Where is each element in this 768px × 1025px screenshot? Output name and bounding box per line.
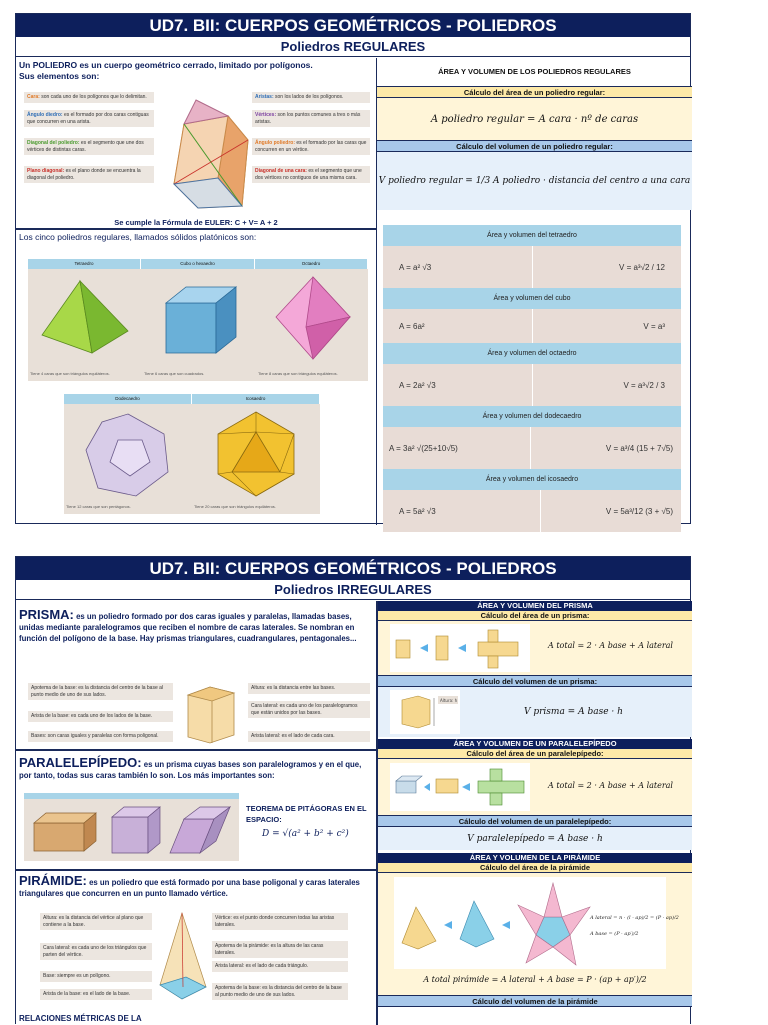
- intro-line-2: Sus elementos son:: [19, 71, 100, 81]
- label-term: Ángulo poliedro:: [255, 140, 295, 146]
- octa-caption: Tiene 8 caras que son triángulos equiláteros.: [258, 371, 338, 376]
- piramide-definition: [16, 875, 376, 899]
- label-text: Bases: son caras iguales y paralelas con forma poligonal.: [31, 733, 159, 739]
- cubo-volume: V = a³: [643, 321, 665, 331]
- label-text: es el segmento que une dos vértices de distintas caras.: [27, 140, 144, 153]
- dodeca-volume: V = a³/4 (15 + 7√5): [605, 443, 673, 453]
- octa-volume: V = a³√2 / 3: [623, 380, 665, 390]
- piramide-label-vertice: [212, 913, 348, 930]
- label-text: Base: siempre es un polígono.: [43, 973, 111, 979]
- piramide-area-formula: A total pirámide = A lateral + A base = P · (ap + ap′)/2: [423, 975, 647, 984]
- octa-row: [383, 364, 681, 406]
- area-formula: A poliedro regular = A cara · nº de caras: [377, 98, 692, 140]
- icosa-volume: V = 5a³/12 (3 + √5): [605, 506, 673, 516]
- page-title-2: UD7. BII: CUERPOS GEOMÉTRICOS - POLIEDROS: [16, 557, 690, 580]
- icosa-row: [383, 490, 681, 532]
- octa-row-head: Área y volumen del octaedro: [383, 343, 681, 364]
- poliedro-illustration: [156, 88, 266, 208]
- label-text: Arista de la base: es cada uno de los lados de la base.: [31, 713, 153, 719]
- piramide-label-arista-lateral: [212, 961, 348, 972]
- label-term: Vértices:: [255, 112, 277, 118]
- prisma-vol-bar: Cálculo del volumen de un prisma:: [378, 675, 692, 687]
- label-text: Apotema de la pirámide: es la altura de las caras laterales.: [215, 943, 324, 956]
- irregulares-formulas: [376, 601, 692, 1025]
- tetra-volume: V = a³√2 / 12: [619, 262, 665, 272]
- label-angulo-diedro: [24, 110, 154, 127]
- cubo-caption: Tiene 6 caras que son cuadrados.: [144, 371, 205, 376]
- dodeca-row: [383, 427, 681, 469]
- paralelepipedo-text: es un prisma cuyas bases son paralelogramos y en el que, por tanto, todas sus caras también lo son. Los más importantes son:: [19, 760, 362, 780]
- label-text: Cara lateral: es cada uno de los paralelogramos que están unidos por las bases.: [251, 703, 358, 716]
- prisma-panel: [16, 601, 376, 749]
- piramide-vol-bar: Cálculo del volumen de la pirámide: [378, 995, 692, 1007]
- prisma-area-formula: A total = 2 · A base + A lateral: [548, 641, 673, 650]
- pir-lateral-area: A lateral = n · (l · ap)/2 = (P · ap)/2: [590, 915, 679, 921]
- label-text: Vértice: es el punto donde concurren todas las aristas laterales.: [215, 915, 335, 928]
- icosa-area: A = 5a² √3: [383, 490, 541, 532]
- volume-calc-bar: Cálculo del volumen de un poliedro regular:: [377, 140, 692, 152]
- piramide-text: es un poliedro que está formado por una base poligonal y caras laterales triangulares que concurren en un punto llamado vértice.: [19, 878, 360, 898]
- cubo-header: Cubo o hexaedro: [141, 259, 255, 269]
- platonic-headers-2: [64, 394, 320, 404]
- altura-tag: Altura: h: [440, 698, 458, 703]
- label-aristas: [252, 92, 370, 103]
- octa-area: A = 2a² √3: [383, 364, 533, 406]
- piramide-illustration: [152, 907, 212, 1007]
- piramide-label-altura: [40, 913, 152, 930]
- prisma-label-bases: [28, 731, 173, 742]
- label-text: Altura: es la distancia entre las bases.: [251, 685, 336, 691]
- label-cara: [24, 92, 154, 103]
- pir-base-area: A base = (P · ap′)/2: [590, 931, 639, 937]
- tetra-row: [383, 246, 681, 288]
- prisma-label-altura: [248, 683, 370, 694]
- label-term: Ángulo diedro:: [27, 112, 63, 118]
- tetrahedron-image: [30, 273, 140, 363]
- relaciones-metricas: RELACIONES MÉTRICAS DE LA: [19, 1014, 142, 1023]
- area-calc-bar: Cálculo del área de un poliedro regular:: [377, 86, 692, 98]
- label-text: Arista lateral: es el lado de cada cara.: [251, 733, 335, 739]
- label-text: Cara lateral: es cada uno de los triángulos que parten del vértice.: [43, 945, 147, 958]
- page-subtitle-2: Poliedros IRREGULARES: [16, 580, 690, 600]
- volume-formula: V poliedro regular = 1/3 A poliedro · distancia del centro a una cara: [377, 152, 692, 210]
- prisma-area-box: [378, 621, 692, 675]
- piramide-label-apotema-base: [212, 983, 348, 1000]
- page-title: UD7. BII: CUERPOS GEOMÉTRICOS - POLIEDROS: [16, 14, 690, 37]
- piramide-area-bar: Cálculo del área de la pirámide: [378, 863, 692, 873]
- paralelepipedo-panel: [16, 751, 376, 869]
- tetra-caption: Tiene 4 caras que son triángulos equiláteros.: [30, 371, 110, 376]
- pitagoras-title: TEOREMA DE PITÁGORAS EN EL ESPACIO:: [246, 804, 367, 824]
- label-text: son los puntos comunes a tres o más aristas.: [255, 112, 361, 125]
- octahedron-image: [258, 273, 368, 363]
- label-term: Plano diagonal:: [27, 168, 65, 174]
- regulares-formulas: [376, 58, 692, 525]
- label-text: es el formado por dos caras contiguas que concurren en una arista.: [27, 112, 149, 125]
- piramide-label-apotema: [212, 941, 348, 958]
- dodecahedron-image: [78, 410, 178, 500]
- cubo-row-head: Área y volumen del cubo: [383, 288, 681, 309]
- prisma-label-arista-base: [28, 711, 173, 722]
- label-text: Arista de la base: es el lado de la base.: [43, 991, 131, 997]
- piramide-net-image: [394, 877, 679, 969]
- pitagoras-formula: D = √(a² + b² + c²): [262, 829, 349, 839]
- prisma-volume-image: [390, 690, 460, 734]
- prisma-label-cara-lateral: [248, 701, 370, 718]
- area-volume-heading: ÁREA Y VOLUMEN DE LOS POLIEDROS REGULARES: [438, 67, 631, 76]
- prisma-label-apotema: [28, 683, 173, 700]
- paralelepipedo-definition: [16, 757, 376, 781]
- solid-formulas-table: [383, 225, 681, 532]
- label-text: es el plano donde se encuentra la diagonal del poliedro.: [27, 168, 141, 181]
- label-text: es el segmento que une dos vértices no contiguos de una misma cara.: [255, 168, 362, 181]
- cube-image: [144, 273, 254, 363]
- platonic-row-2: [64, 394, 320, 514]
- platonic-panel: [16, 228, 376, 525]
- dodeca-header: Dodecaedro: [64, 394, 192, 404]
- piramide-area-box: [378, 873, 692, 995]
- icosahedron-image: [206, 410, 306, 500]
- intro-text: [16, 58, 376, 84]
- platonic-intro: Los cinco poliedros regulares, llamados sólidos platónicos son:: [19, 232, 257, 242]
- label-term: Diagonal de una cara:: [255, 168, 307, 174]
- cubo-area: A = 6a²: [383, 309, 533, 343]
- paral-area-formula: A total = 2 · A base + A lateral: [548, 781, 673, 790]
- label-text: Apotema de la base: es la distancia del centro de la base al punto medio de uno de sus lados.: [215, 985, 342, 998]
- tetra-area: A = a² √3: [383, 246, 533, 288]
- dodeca-caption: Tiene 12 caras que son pentágonos.: [66, 504, 131, 509]
- platonic-row-1: [28, 259, 368, 381]
- label-term: Diagonal del poliedro:: [27, 140, 80, 146]
- label-text: Altura: es la distancia del vértice al plano que contiene a la base.: [43, 915, 144, 928]
- label-text: son cada uno de los polígonos que lo delimitan.: [41, 94, 147, 100]
- paral-net-image: [390, 763, 530, 811]
- piramide-panel: [16, 871, 376, 1025]
- octa-header: Octaedro: [255, 259, 368, 269]
- prisma-net-image: [390, 624, 530, 672]
- icosa-row-head: Área y volumen del icosaedro: [383, 469, 681, 490]
- prisma-definition: [16, 609, 376, 644]
- prisma-word: PRISMA:: [19, 607, 74, 622]
- label-angulo-poliedro: [252, 138, 370, 155]
- paral-vol-formula: V paralelepípedo = A base · h: [378, 827, 692, 850]
- icosa-header: Icosaedro: [192, 394, 320, 404]
- label-text: Apotema de la base: es la distancia del centro de la base al punto medio de uno de sus lados.: [31, 685, 164, 698]
- paral-area-box: [378, 759, 692, 815]
- paral-vol-bar: Cálculo del volumen de un paralelepípedo:: [378, 815, 692, 827]
- sheet-regulares: [15, 13, 691, 524]
- label-term: Aristas:: [255, 94, 274, 100]
- paral-header: ÁREA Y VOLUMEN DE UN PARALELEPÍPEDO: [378, 739, 692, 749]
- piramide-word: PIRÁMIDE:: [19, 873, 87, 888]
- prisma-vol-box: [378, 687, 692, 737]
- sheet-irregulares: [15, 556, 691, 1024]
- label-term: Cara:: [27, 94, 40, 100]
- label-text: Arista lateral: es el lado de cada triángulo.: [215, 963, 309, 969]
- page-subtitle: Poliedros REGULARES: [16, 37, 690, 57]
- label-vertices: [252, 110, 370, 127]
- cubo-row: [383, 309, 681, 343]
- dodeca-area: A = 3a² √(25+10√5): [383, 427, 531, 469]
- tetra-header: Tetraedro: [28, 259, 141, 269]
- paralelepipedos-image: [24, 793, 239, 861]
- prisma-illustration: [176, 681, 246, 747]
- prisma-text: es un poliedro formado por dos caras iguales y paralelas, llamadas bases, unidas mediante paralelogramos que reciben el nombre de caras laterales. Se nombran en función del polígono de la base. Hay prismas triangulares, cuadrangulares, pentagonales...: [19, 612, 357, 643]
- dodeca-row-head: Área y volumen del dodecaedro: [383, 406, 681, 427]
- piramide-label-base: [40, 971, 152, 982]
- prisma-area-bar: Cálculo del área de un prisma:: [378, 611, 692, 621]
- piramide-label-arista-base: [40, 989, 152, 1000]
- label-diagonal-poliedro: [24, 138, 154, 155]
- elements-panel: [16, 58, 376, 228]
- prisma-header: ÁREA Y VOLUMEN DEL PRISMA: [378, 601, 692, 611]
- label-diagonal-cara: [252, 166, 370, 183]
- intro-line-1: Un POLIEDRO es un cuerpo geométrico cerrado, limitado por polígonos.: [19, 60, 313, 70]
- paral-area-bar: Cálculo del área de un paralelepípedo:: [378, 749, 692, 759]
- piramide-label-cara-lateral: [40, 943, 152, 960]
- label-plano-diagonal: [24, 166, 154, 183]
- piramide-header: ÁREA Y VOLUMEN DE LA PIRÁMIDE: [378, 853, 692, 863]
- tetra-row-head: Área y volumen del tetraedro: [383, 225, 681, 246]
- label-text: es el formado por las caras que concurren en un vértice.: [255, 140, 367, 153]
- euler-formula: Se cumple la Fórmula de EULER: C + V= A + 2: [114, 218, 278, 227]
- platonic-headers: [28, 259, 368, 269]
- prisma-label-arista-lateral: [248, 731, 370, 742]
- paralelepipedo-word: PARALELEPÍPEDO:: [19, 755, 142, 770]
- label-text: son los lados de los polígonos.: [275, 94, 344, 100]
- icosa-caption: Tiene 20 caras que son triángulos equiláteros.: [194, 504, 276, 509]
- prisma-vol-formula: V prisma = A base · h: [524, 707, 623, 717]
